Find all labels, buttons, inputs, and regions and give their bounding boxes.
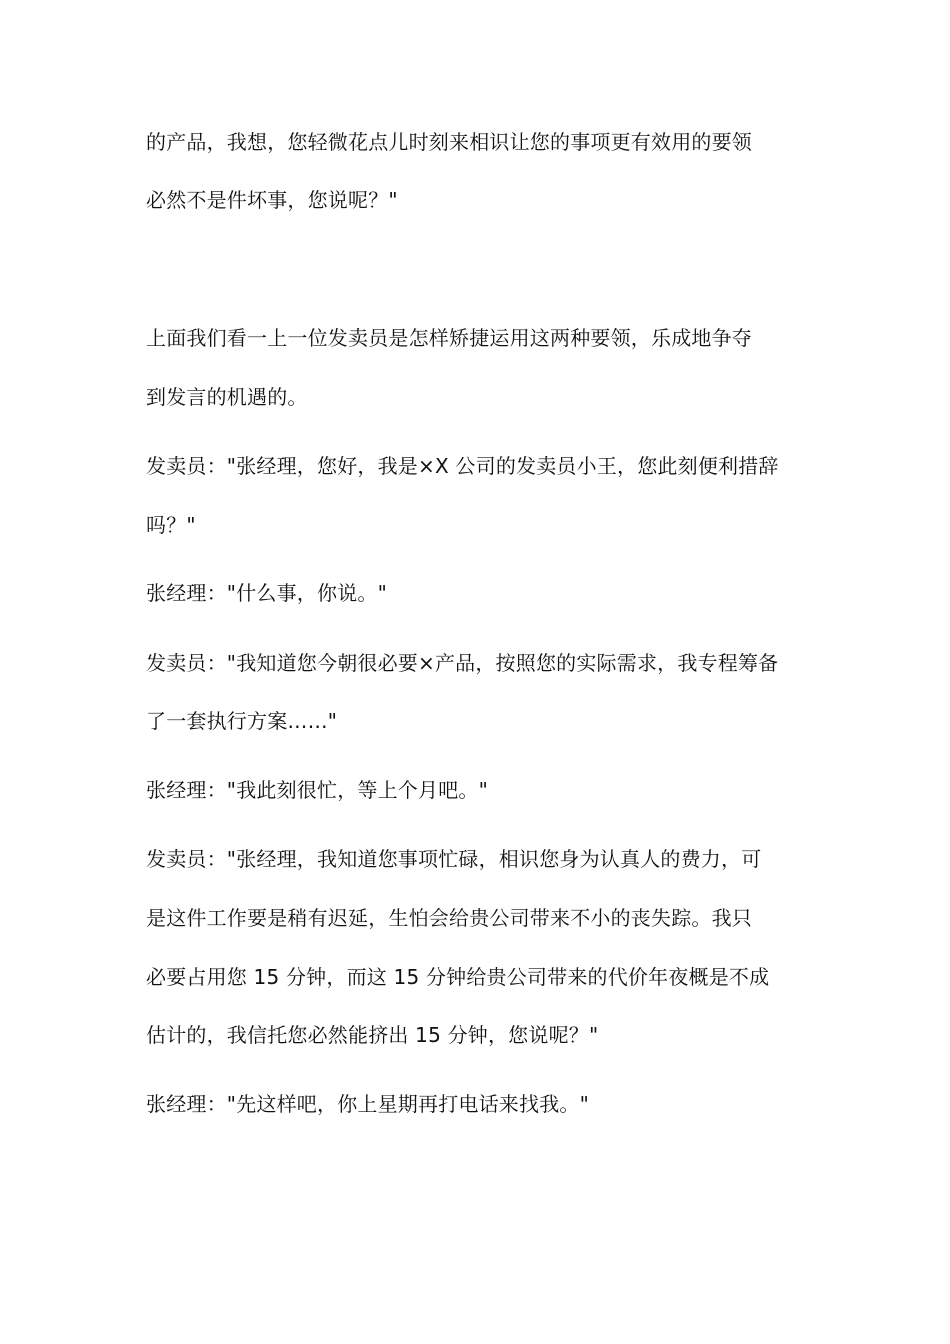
paragraph-7-line-3: 必要占用您 15 分钟，而这 15 分钟给贵公司带来的代价年夜概是不成 bbox=[146, 965, 770, 989]
paragraph-8-line-1: 张经理："先这样吧，你上星期再打电话来找我。" bbox=[146, 1092, 589, 1116]
paragraph-5-line-1: 发卖员："我知道您今朝很必要×产品，按照您的实际需求，我专程筹备 bbox=[146, 651, 779, 675]
paragraph-7-line-4: 估计的，我信托您必然能挤出 15 分钟，您说呢？" bbox=[146, 1023, 599, 1047]
paragraph-4-line-1: 张经理："什么事，你说。" bbox=[146, 581, 387, 605]
paragraph-3-line-1: 发卖员："张经理，您好，我是×X 公司的发卖员小王，您此刻便利措辞 bbox=[146, 454, 779, 478]
paragraph-1-line-1: 的产品，我想，您轻微花点儿时刻来相识让您的事项更有效用的要领 bbox=[146, 130, 752, 154]
paragraph-7-line-1: 发卖员："张经理，我知道您事项忙碌，相识您身为认真人的费力，可 bbox=[146, 847, 762, 871]
paragraph-3-line-2: 吗？" bbox=[146, 513, 196, 537]
paragraph-5-line-2: 了一套执行方案……" bbox=[146, 709, 338, 733]
paragraph-2-line-1: 上面我们看一上一位发卖员是怎样矫捷运用这两种要领，乐成地争夺 bbox=[146, 326, 752, 350]
paragraph-1-line-2: 必然不是件坏事，您说呢？" bbox=[146, 188, 398, 212]
paragraph-2-line-2: 到发言的机遇的。 bbox=[146, 385, 308, 409]
paragraph-6-line-1: 张经理："我此刻很忙，等上个月吧。" bbox=[146, 778, 488, 802]
paragraph-7-line-2: 是这件工作要是稍有迟延，生怕会给贵公司带来不小的丧失踪。我只 bbox=[146, 906, 752, 930]
